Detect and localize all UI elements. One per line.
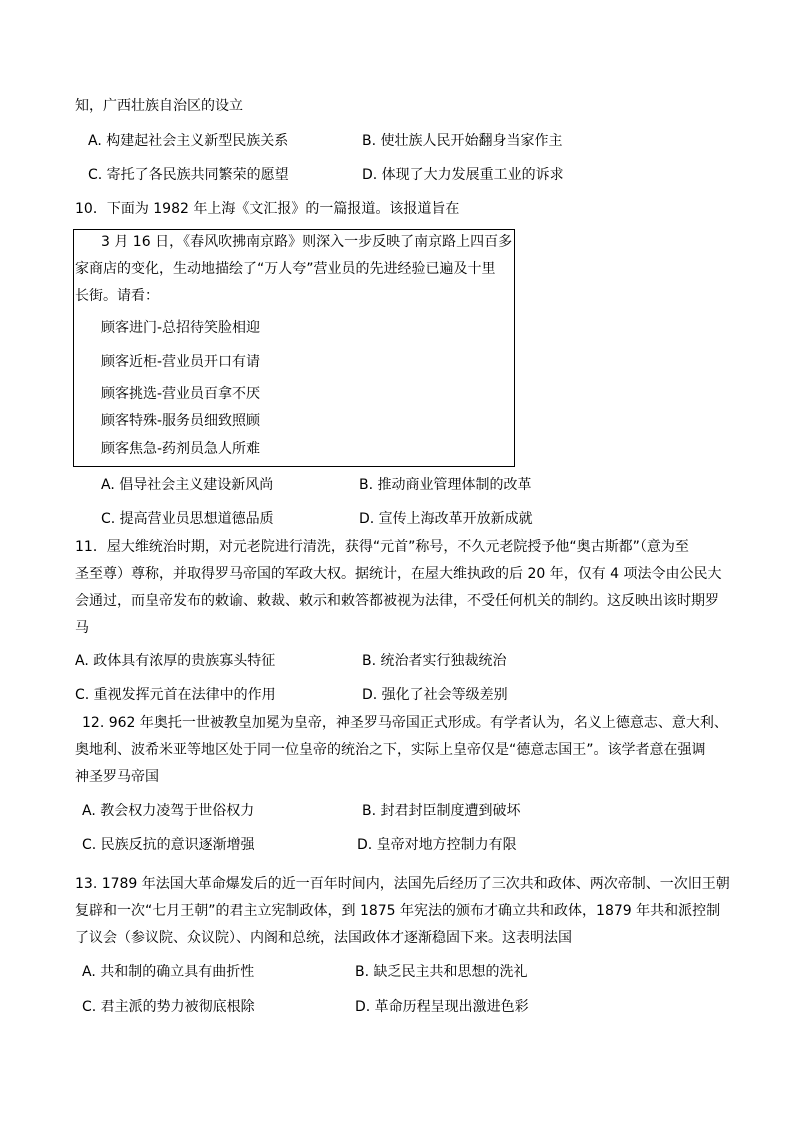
q11-option-d[interactable]: D. 强化了社会等级差别 <box>362 687 508 703</box>
q13-option-a[interactable]: A. 共和制的确立具有曲折性 <box>82 964 255 980</box>
q13-option-d[interactable]: D. 革命历程呈现出激进色彩 <box>355 999 529 1015</box>
q13-stem-line: 13. 1789 年法国大革命爆发后的近一百年时间内，法国先后经历了三次共和政体、两次帝制、一次旧王朝 <box>75 876 730 892</box>
q10-option-d[interactable]: D. 宣传上海改革开放新成就 <box>359 511 533 527</box>
q12-stem-line: 神圣罗马帝国 <box>75 769 159 785</box>
q9-option-c[interactable]: C. 寄托了各民族共同繁荣的愿望 <box>88 167 289 183</box>
q12-option-d[interactable]: D. 皇帝对地方控制力有限 <box>357 837 517 853</box>
q12-option-b[interactable]: B. 封君封臣制度遭到破坏 <box>362 803 521 819</box>
q13-option-b[interactable]: B. 缺乏民主共和思想的洗礼 <box>355 964 528 980</box>
q10-box-item: 顾客近柜-营业员开口有请 <box>101 354 261 370</box>
q12-stem-line: 12. 962 年奥托一世被教皇加冕为皇帝，神圣罗马帝国正式形成。有学者认为，名义上德意志、意大利、 <box>82 715 728 731</box>
q10-box-item: 顾客焦急-药剂员急人所难 <box>101 441 261 457</box>
q12-stem-line: 奥地利、波希米亚等地区处于同一位皇帝的统治之下，实际上皇帝仅是“德意志国王”。该学者意在强调 <box>75 742 706 758</box>
q13-option-c[interactable]: C. 君主派的势力被彻底根除 <box>82 999 255 1015</box>
q11-stem-line: 马 <box>75 620 89 636</box>
q12-option-c[interactable]: C. 民族反抗的意识逐渐增强 <box>82 837 255 853</box>
q12-option-a[interactable]: A. 教会权力凌驾于世俗权力 <box>82 803 255 819</box>
q9-option-b[interactable]: B. 使壮族人民开始翻身当家作主 <box>362 133 563 149</box>
q10-box-line-2: 家商店的变化，生动地描绘了“万人夸”营业员的先进经验已遍及十里 <box>75 261 496 277</box>
q10-box-item: 顾客挑选-营业员百拿不厌 <box>101 386 261 402</box>
q9-stem: 知，广西壮族自治区的设立 <box>75 98 243 114</box>
q10-option-c[interactable]: C. 提高营业员思想道德品质 <box>101 511 274 527</box>
q10-option-b[interactable]: B. 推动商业管理体制的改革 <box>359 477 532 493</box>
q11-option-a[interactable]: A. 政体具有浓厚的贵族寡头特征 <box>75 653 276 669</box>
q11-option-c[interactable]: C. 重视发挥元首在法律中的作用 <box>75 687 276 703</box>
q13-stem-line: 复辟和一次“七月王朝”的君主立宪制政体，到 1875 年宪法的颁布才确立共和政体，1879 年共和派控制 <box>75 903 721 919</box>
q11-stem-line: 会通过，而皇帝发布的敕谕、敕裁、敕示和敕答都被视为法律，不受任何机关的制约。这反映出该时期罗 <box>75 593 719 609</box>
q10-box-item: 顾客进门-总招待笑脸相迎 <box>101 320 261 336</box>
q11-stem-line: 11．屋大维统治时期，对元老院进行清洗，获得“元首”称号，不久元老院授予他“奥古斯都”（意为至 <box>75 539 689 555</box>
q10-option-a[interactable]: A. 倡导社会主义建设新风尚 <box>101 477 274 493</box>
q13-stem-line: 了议会（参议院、众议院）、内阁和总统，法国政体才逐渐稳固下来。这表明法国 <box>75 930 572 946</box>
q9-option-a[interactable]: A. 构建起社会主义新型民族关系 <box>88 133 289 149</box>
q10-stem: 10．下面为 1982 年上海《文汇报》的一篇报道。该报道旨在 <box>75 201 460 217</box>
q11-stem-line: 圣至尊）尊称，并取得罗马帝国的军政大权。据统计，在屋大维执政的后 20 年，仅有 4 项法令由公民大 <box>75 566 722 582</box>
q11-option-b[interactable]: B. 统治者实行独裁统治 <box>362 653 507 669</box>
q10-box-line-1: 3 月 16 日，《春风吹拂南京路》则深入一步反映了南京路上四百多 <box>101 234 513 250</box>
q10-box-item: 顾客特殊-服务员细致照顾 <box>101 413 261 429</box>
q10-box-line-3: 长街。请看： <box>75 288 159 304</box>
q9-option-d[interactable]: D. 体现了大力发展重工业的诉求 <box>362 167 564 183</box>
